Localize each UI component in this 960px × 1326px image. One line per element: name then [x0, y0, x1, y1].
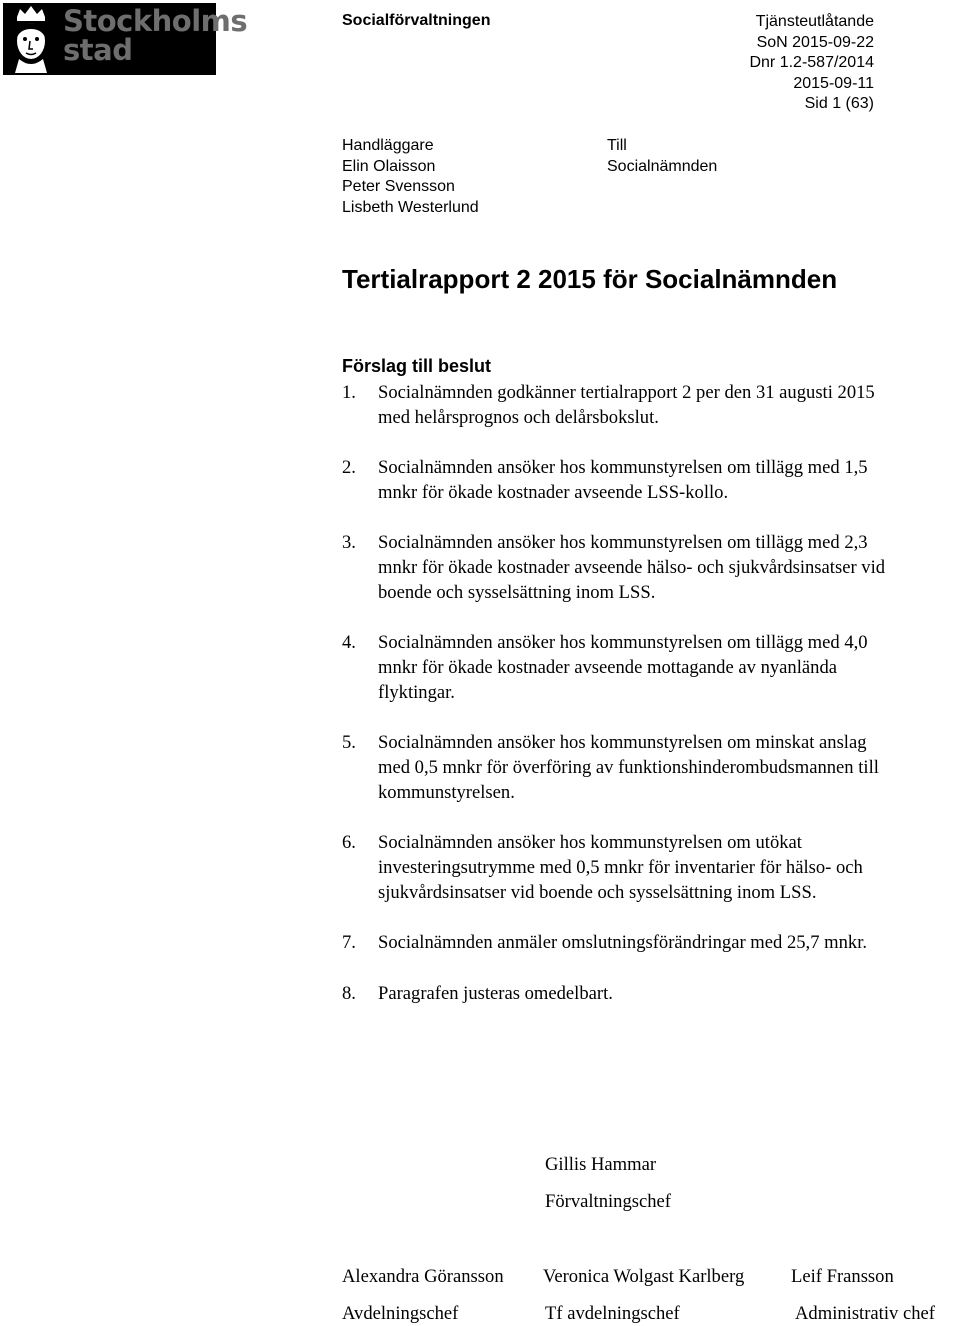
item-text: Socialnämnden ansöker hos kommunstyrelsen om tillägg med 4,0 mnkr för ökade kostnader avseende mottagande av nyanlända flyktingar. — [378, 632, 868, 703]
signatory-name: Veronica Wolgast Karlberg — [543, 1266, 745, 1287]
proposal-list — [342, 381, 902, 1007]
item-number: 5. — [342, 732, 356, 754]
recipient-label: Till — [607, 137, 627, 154]
item-number: 8. — [342, 982, 356, 1004]
item-text: Socialnämnden ansöker hos kommunstyrelsen om minskat anslag med 0,5 mnkr för överföring av funktionshinderombudsmannen till kommunstyrelsen. — [378, 732, 879, 803]
list-item — [342, 531, 902, 605]
organization-name: Socialförvaltningen — [342, 12, 491, 29]
item-number: 6. — [342, 832, 356, 854]
recipient-block — [607, 136, 717, 177]
logo-wordmark: Stockholms stad — [63, 4, 248, 67]
item-text: Socialnämnden ansöker hos kommunstyrelsen om utökat investeringsutrymme med 0,5 mnkr för inventarier för hälso- och sjukvårdsinsatser vid boende och sysselsättning inom LSS. — [378, 832, 863, 903]
handler-name: Lisbeth Westerlund — [342, 198, 479, 216]
item-text: Paragrafen justeras omedelbart. — [378, 982, 613, 1004]
item-number: 2. — [342, 457, 356, 479]
recipient-name: Socialnämnden — [607, 157, 718, 175]
handler-name: Peter Svensson — [342, 178, 455, 196]
signatory-role: Förvaltningschef — [545, 1191, 671, 1212]
handler-name: Elin Olaisson — [342, 157, 436, 175]
crown-head-emblem-icon — [3, 3, 63, 75]
item-number: 7. — [342, 932, 356, 954]
item-number: 4. — [342, 632, 356, 654]
item-text: Socialnämnden anmäler omslutningsförändringar med 25,7 mnkr. — [378, 932, 868, 954]
page-number: Sid 1 (63) — [804, 95, 874, 113]
list-item — [342, 631, 902, 705]
signatory-name: Leif Fransson — [791, 1266, 894, 1287]
proposal-heading: Förslag till beslut — [342, 356, 492, 376]
handlers-block — [342, 136, 479, 218]
stockholm-logo — [3, 3, 248, 75]
document-type: Tjänsteutlåtande — [755, 13, 874, 30]
item-number: 1. — [342, 382, 356, 403]
list-item — [342, 931, 902, 956]
signatory-name: Alexandra Göransson — [342, 1266, 504, 1287]
list-item — [342, 456, 902, 506]
item-text: Socialnämnden ansöker hos kommunstyrelsen om tillägg med 1,5 mnkr för ökade kostnader avseende LSS-kollo. — [378, 457, 868, 503]
list-item — [342, 982, 902, 1007]
handlers-label: Handläggare — [342, 137, 434, 154]
list-item — [342, 731, 902, 805]
list-item — [342, 381, 902, 431]
signatory-role: Avdelningschef — [342, 1303, 459, 1324]
signatory-role: Tf avdelningschef — [545, 1303, 680, 1324]
meeting-reference: SoN 2015-09-22 — [756, 33, 874, 51]
item-text: Socialnämnden ansöker hos kommunstyrelsen om tillägg med 2,3 mnkr för ökade kostnader avseende hälso- och sjukvårdsinsatser vid boende och sysselsättning inom LSS. — [378, 532, 886, 603]
document-title: Tertialrapport 2 2015 för Socialnämnden — [342, 264, 838, 294]
list-item — [342, 831, 902, 905]
registration-number: Dnr 1.2-587/2014 — [749, 54, 874, 72]
signatory-name: Gillis Hammar — [545, 1154, 657, 1175]
item-text: Socialnämnden godkänner tertialrapport 2 per den 31 augusti 2015 med helårsprognos och delårsbokslut. — [378, 382, 875, 428]
signatory-role: Administrativ chef — [795, 1303, 935, 1324]
document-date: 2015-09-11 — [793, 74, 874, 92]
document-meta — [749, 12, 874, 115]
item-number: 3. — [342, 532, 356, 554]
